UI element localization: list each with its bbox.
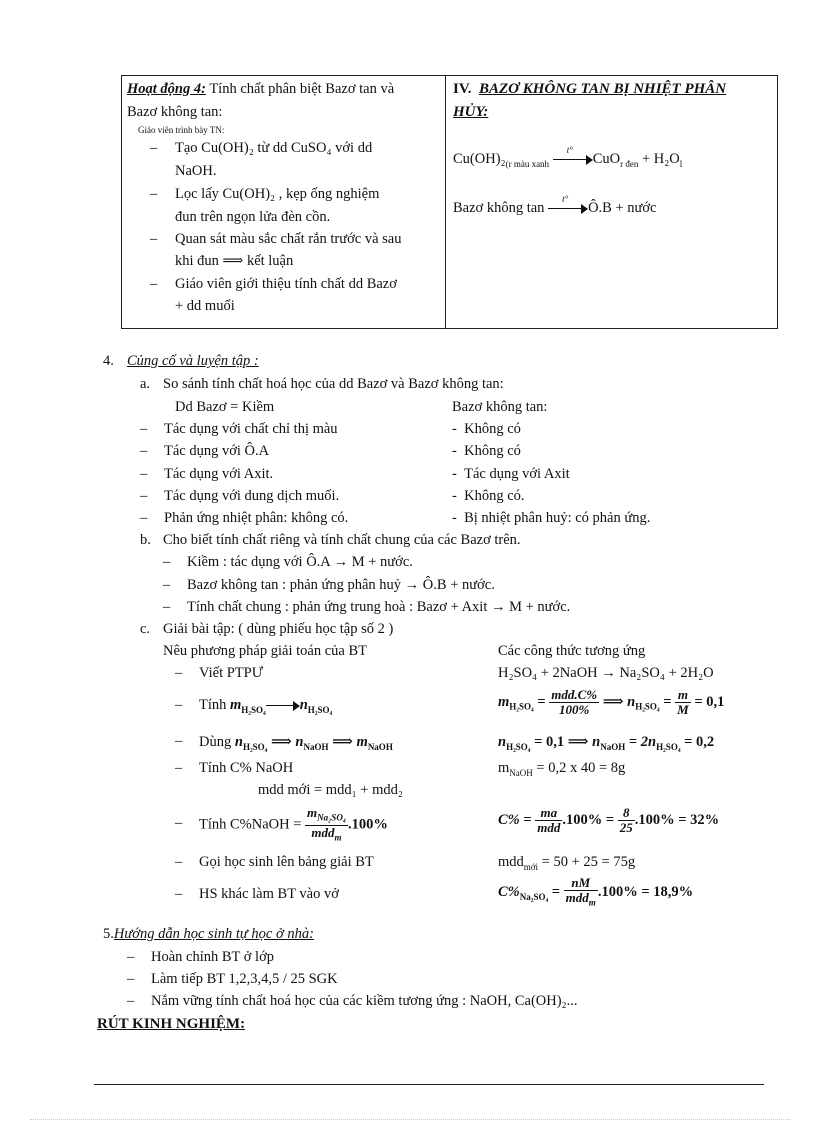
bullet-dash: – (150, 276, 158, 292)
c-formula-2: $m_{H_2SO_4}$ = $\frac{\text{mdd.C\%}}{100\%}$ ⟹ $n_{H_2SO_4}$ = $\frac{m}{M}$ = 0,1 (498, 687, 725, 717)
fraction: $\frac{\text{mdd.C\%}}{100\%}$ (551, 687, 598, 717)
c-formula-5: C% = $\frac{ma}{\text{mdd}}$ .100% = $\frac{8}{25}$ .100% = 32% (498, 805, 720, 835)
bullet-dash: – (175, 886, 183, 902)
s5-item: Nắm vững tính chất hoá học của các kiềm tương ứng : NaOH, Ca(OH)₂... (151, 993, 578, 1009)
bullet-dash: – (150, 231, 158, 247)
bullet-dash: – (127, 971, 135, 987)
left-item: Tạo Cu(OH)₂ từ dd CuSO₄ với dd (175, 140, 373, 156)
s5-heading (103, 926, 314, 943)
bullet-dash: – (163, 577, 171, 593)
compare-left: Tác dụng với dung dịch muối. (164, 488, 340, 504)
f-m: m (498, 693, 510, 710)
f-n: n (299, 697, 308, 713)
b-item: Kiềm : tác dụng với Ô.A → M + nước. (187, 554, 413, 570)
compare-right-text: Không có (464, 421, 521, 437)
table-divider (445, 75, 446, 328)
s4-c-text: Giải bài tập: ( dùng phiếu học tập số 2 ) (163, 621, 394, 637)
fraction: $\frac{ma}{\text{mdd}}$ (537, 805, 561, 835)
compare-right-text: Tác dụng với Axit (464, 466, 570, 482)
left-item: Lọc lấy Cu(OH)₂ , kẹp ống nghiệm (175, 186, 380, 202)
left-item: Giáo viên giới thiệu tính chất dd Bazơ (175, 276, 397, 292)
section-num: IV. (453, 81, 472, 97)
compare-left: Tác dụng với Ô.A (164, 443, 270, 459)
left-item: + dd muối (175, 298, 235, 314)
compare-right: - Không có (452, 421, 521, 437)
compare-right: - Tác dụng với Axit (452, 466, 570, 482)
bullet-dash: – (175, 733, 183, 749)
compare-right: - Không có (452, 443, 521, 459)
eq2-arrow-label: t° (562, 193, 569, 204)
c-formula-7: $C\%_{Na_2SO_4}$ = $\frac{nM}{mdd_m}$ .100% = 18,9% (498, 875, 694, 908)
left-item: khi đun ⟹ kết luận (175, 253, 294, 269)
compare-right-text: Không có (464, 443, 521, 459)
s4-a-label: a. (140, 376, 151, 392)
compare-right: - Không có. (452, 488, 525, 504)
eq1-tail: + H₂O (638, 151, 680, 167)
s4-b-label: b. (140, 532, 151, 548)
bullet-dash: – (163, 599, 171, 615)
compare-left: Tác dụng với chất chỉ thị màu (164, 421, 338, 437)
s5-title: Hướng dẫn học sinh tự học ở nhà: (113, 926, 314, 942)
s4-title: Củng cố và luyện tập : (127, 353, 259, 369)
compare-right-text: Bị nhiệt phân huỷ: có phản ứng. (464, 510, 651, 526)
c-step: Gọi học sinh lên bảng giải BT (199, 854, 374, 870)
s5-item: Hoàn chỉnh BT ở lớp (151, 949, 275, 965)
heat-arrow-icon (553, 144, 593, 165)
section-title-1: BAZƠ KHÔNG TAN BỊ NHIỆT PHÂN (479, 81, 727, 97)
eq1-left-sub: (r màu xanh (505, 158, 550, 169)
c-formula-4: $m_{NaOH} = 0,2$ x 40 = 8g (498, 760, 626, 778)
bullet-dash: – (150, 140, 158, 156)
c-step: Tính C%NaOH = $\frac{m_{Na_2SO_4}}{mdd_m}$ .100% (199, 805, 388, 843)
bullet-dash: – (175, 665, 183, 681)
s5-num: 5. (103, 926, 114, 942)
bullet-dash: – (175, 697, 183, 713)
b-item: Tính chất chung : phản ứng trung hoà : Bazơ + Axit → M + nước. (187, 599, 571, 615)
arrow-icon (266, 701, 300, 711)
c-step: HS khác làm BT vào vở (199, 886, 339, 902)
s4-b-text: Cho biết tính chất riêng và tính chất chung của các Bazơ trên. (163, 532, 521, 548)
s4-a-text: So sánh tính chất hoá học của dd Bazơ và Bazơ không tan: (163, 376, 504, 392)
eq1-arrow-label: t° (566, 144, 573, 155)
eq2-right: Ô.B + nước (588, 200, 657, 216)
fraction: $\frac{m_{Na_2SO_4}}{mdd_m}$ (307, 805, 346, 843)
activity-heading (127, 81, 394, 98)
bullet-dash: – (175, 815, 183, 831)
bullet-dash: – (150, 186, 158, 202)
left-item: đun trên ngọn lửa đèn cồn. (175, 209, 331, 225)
rut-kinh-nghiem: RÚT KINH NGHIỆM: (97, 1016, 246, 1032)
activity-label: Hoạt động 4: (127, 81, 206, 97)
fraction: $\frac{8}{25}$ (619, 805, 633, 835)
c-step: Tính C% NaOH (199, 760, 294, 776)
teacher-demo: Giáo viên trình bày TN: (138, 125, 225, 135)
c-step: Viết PTPƯ (199, 665, 263, 681)
activity-text-2: Bazơ không tan: (127, 104, 223, 120)
compare-left: Tác dụng với Axit. (164, 466, 274, 482)
fraction: $\frac{nM}{mdd_m}$ (565, 875, 596, 908)
eq1-right: CuO (592, 151, 621, 167)
c-formula-6: mdd$_{mới}$ = 50 + 25 = 75g (498, 854, 636, 872)
f-m: m (230, 697, 242, 713)
s4-num: 4. (103, 353, 114, 369)
left-item: Quan sát màu sắc chất rắn trước và sau (175, 231, 402, 247)
c-formula: H₂SO₄ + 2NaOH → Na₂SO₄ + 2H₂O (498, 665, 714, 681)
eq1-tail-sub: l (679, 158, 683, 169)
c-formula-3: $n_{H_2SO_4} = 0,1$ ⟹ $n_{NaOH} = 2n_{H_2SO_4} = 0,2$ (498, 734, 715, 752)
bullet-dash: – (163, 554, 171, 570)
eq2-left: Bazơ không tan (453, 200, 545, 216)
bullet-dash: – (127, 993, 135, 1009)
compare-col2-head: Bazơ không tan: (452, 399, 548, 415)
c-step-label: Dùng (199, 734, 232, 750)
s5-item: Làm tiếp BT 1,2,3,4,5 / 25 SGK (151, 971, 338, 987)
bullet-dash: – (127, 949, 135, 965)
c-right-head: Các công thức tương ứng (498, 643, 646, 659)
bullet-dash: – (140, 510, 148, 526)
eq1-right-sub: r đen (620, 158, 639, 169)
c-step-label: Tính (199, 697, 227, 713)
page-edge-dots (30, 1119, 790, 1120)
activity-text-1: Tính chất phân biệt Bazơ tan và (205, 81, 395, 97)
c-step: Dùng $n_{H_2SO_4}$ ⟹ $n_{NaOH}$ ⟹ $m_{NaOH}$ (199, 734, 393, 752)
bullet-dash: – (140, 421, 148, 437)
compare-right-text: Không có. (464, 488, 525, 504)
b-item: Bazơ không tan : phản ứng phân huỷ → Ô.B + nước. (187, 577, 495, 593)
eq1-left: Cu(OH)₂ (453, 151, 506, 167)
bullet-dash: – (140, 488, 148, 504)
bullet-dash: – (175, 760, 183, 776)
c-step-mdd: mdd mới = mdd₁ + mdd₂ (258, 782, 403, 798)
c-step-label: Tính C%NaOH = (199, 816, 302, 833)
equation-1 (453, 144, 683, 169)
heat-arrow-icon (548, 193, 588, 214)
section-title-2: HỦY: (453, 104, 489, 120)
c-step: Tính $m_{H_2SO_4}$ $n_{H_2SO_4}$ (199, 697, 333, 715)
equation-2 (453, 193, 657, 217)
bottom-rule (94, 1084, 764, 1085)
compare-col1-head: Dd Bazơ = Kiềm (175, 399, 275, 415)
c-left-head: Nêu phương pháp giải toán của BT (163, 643, 367, 659)
s4-c-label: c. (140, 621, 151, 637)
section-iv-heading (453, 81, 726, 98)
compare-left: Phản ứng nhiệt phân: không có. (164, 510, 349, 526)
bullet-dash: – (175, 854, 183, 870)
bullet-dash: – (140, 466, 148, 482)
f-n: n (627, 693, 636, 710)
fraction: $\frac{m}{M}$ (677, 687, 689, 717)
compare-right: - Bị nhiệt phân huỷ: có phản ứng. (452, 510, 651, 526)
bullet-dash: – (140, 443, 148, 459)
left-item: NaOH. (175, 163, 217, 179)
